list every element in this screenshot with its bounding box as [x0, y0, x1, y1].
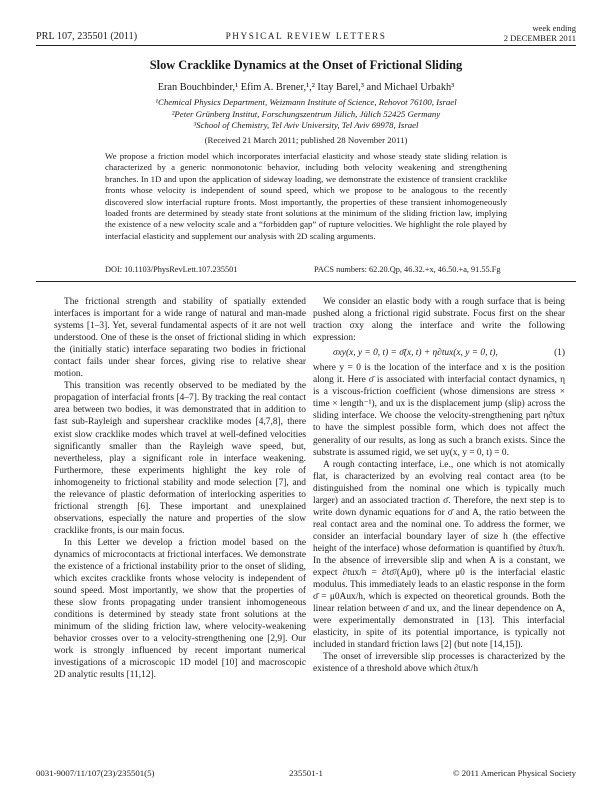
received-date: (Received 21 March 2011; published 28 November 2011) [204, 135, 408, 145]
right-column [313, 296, 565, 675]
pacs-numbers: PACS numbers: 62.20.Qp, 46.32.+x, 46.50.+a, 91.55.Fg [314, 265, 501, 274]
author-list: Eran Bouchbinder,¹ Efim A. Brener,¹,² Itay Barel,³ and Michael Urbakh³ [157, 82, 455, 93]
page-number: 235501-1 [289, 768, 323, 778]
body-paragraph: This transition was recently observed to be mediated by the propagation of interfacial fronts [4–7]. By tracking the real contact area between two bodies, it was demonstrated that in addition to fast sub-Rayleigh and supershear cracklike modes [4,7,8], there exist slow cracklike modes which travel at well-defined velocities significantly smaller than the Rayleigh wave speed, but, nevertheless, play a significant role in interface weakening. Furthermore, these experiments highlight the key role of inhomogeneity to frictional stability and mode selection [7], and the relevance of plastic deformation of interlocking asperities to frictional strength [6]. These important and unexplained observations, especially the nature and properties of the slow cracklike fronts, is our main focus. [54, 381, 306, 536]
issue-date [504, 23, 576, 43]
equation-1 [333, 347, 565, 359]
journal-citation: PRL 107, 235501 (2011) [36, 31, 138, 42]
week-ending-label: week ending [532, 23, 576, 33]
body-paragraph: where y = 0 is the location of the interface and x is the position along it. Here σ̄ is associated with interfacial contact dynamics, η is a viscous-friction coefficient (whose dimensions are stress × time × length⁻¹), and ux is the displacement jump (slip) across the sliding interface. We choose the velocity-strengthening part η∂tux to have the simplest possible form, which does not affect the generality of our results, as long as such a branch exists. Since the substrate is assumed rigid, we set uy(x, y = 0, t) = 0. [313, 363, 565, 458]
affiliation-1: ¹Chemical Physics Department, Weizmann Institute of Science, Rehovot 76100, Israel [155, 97, 457, 107]
body-paragraph: The frictional strength and stability of spatially extended interfaces is important for a wide range of natural and man-made systems [1–3]. Yet, several fundamental aspects of it are not well understood. One of these is the onset of frictional sliding in which the (initially static) interface separating two bodies in frictional contact fails under shear forces, giving rise to relative shear motion. [54, 297, 306, 380]
left-column [54, 296, 306, 682]
paper-title: Slow Cracklike Dynamics at the Onset of Frictional Sliding [149, 58, 463, 72]
doi-link[interactable]: DOI: 10.1103/PhysRevLett.107.235501 [105, 265, 238, 274]
body-paragraph: We consider an elastic body with a rough surface that is being pushed along a frictional rigid substrate. Focus first on the shear traction σxy along the interface and write the following expression: [313, 297, 565, 344]
affiliation-2: ²Peter Grünberg Institut, Forschungszentrum Jülich, Jülich 52425 Germany [171, 109, 441, 119]
abstract: We propose a friction model which incorporates interfacial elasticity and whose steady state sliding relation is characterized by a generic nonmonotonic behavior, including both velocity weakening and strengthening branches. In 1D and upon the application of sideway loading, we demonstrate the existence of transient cracklike fronts whose velocity is independent of sound speed, which we propose to be analogous to the recently discovered slow interfacial rupture fronts. Most importantly, the properties of these transient inhomogeneously loaded fronts are determined by steady state front solutions at the minimum of the sliding friction law, implying the existence of a new velocity scale and a “forbidden gap” of rupture velocities. We highlight the role played by interfacial elasticity and supplement our analysis with 2D scaling arguments. [105, 151, 507, 241]
journal-name: PHYSICAL REVIEW LETTERS [225, 31, 387, 41]
footer-code: 0031-9007/11/107(23)/235501(5) [36, 768, 155, 778]
body-paragraph: In this Letter we develop a friction model based on the dynamics of microcontacts at frictional interfaces. We demonstrate the existence of a frictional instability prior to the onset of sliding, which excites cracklike fronts whose velocity is independent of sound speed. Most importantly, we show that the properties of these slow fronts propagating under transient inhomogeneous conditions is determined by steady state front solutions at the minimum of the sliding friction law, where velocity-weakening behavior crosses over to a velocity-strengthening one [2,9]. Our work is strongly influenced by recent important numerical investigations of a microscopic 1D model [10] and macroscopic 2D analytic results [11,12]. [54, 537, 306, 681]
body-paragraph: A rough contacting interface, i.e., one which is not atomically flat, is characterized by an evolving real contact area (to be distinguished from the nominal one which is typically much larger) and an associated traction σ̄. Therefore, the next step is to write down dynamic equations for σ̄ and A, the ratio between the real contact area and the nominal one. To address the former, we consider an interfacial boundary layer of size h (the effective height of the interface) whose deformation is quantified by ∂tux/h. In the absence of irreversible slip and when A is a constant, we expect ∂tux/h = ∂tσ̄/(Aμ0), where μ0 is the interfacial elastic modulus. This immediately leads to an elastic response in the form σ̄ = μ0Aux/h, which is expected on theoretical grounds. Both the linear relation between σ̄ and ux, and the linear dependence on A, were experimentally demonstrated in [13]. This interfacial elasticity, in spite of its potential importance, is typically not included in standard friction laws [2] (but note [14,15]). [313, 459, 565, 651]
copyright: © 2011 American Physical Society [452, 768, 576, 778]
body-paragraph: The onset of irreversible slip processes is characterized by the existence of a threshold above which ∂tux/h [313, 652, 565, 675]
equation-body: σxy(x, y = 0, t) = σ̄(x, t) + η∂tux(x, y = 0, t), [333, 348, 498, 359]
abstract-rule [36, 281, 576, 282]
issue-date-value: 2 DECEMBER 2011 [503, 33, 576, 43]
header-rule [36, 45, 576, 46]
affiliation-3: ³School of Chemistry, Tel Aviv University, Tel Aviv 69978, Israel [193, 120, 419, 130]
equation-number: (1) [554, 348, 565, 359]
